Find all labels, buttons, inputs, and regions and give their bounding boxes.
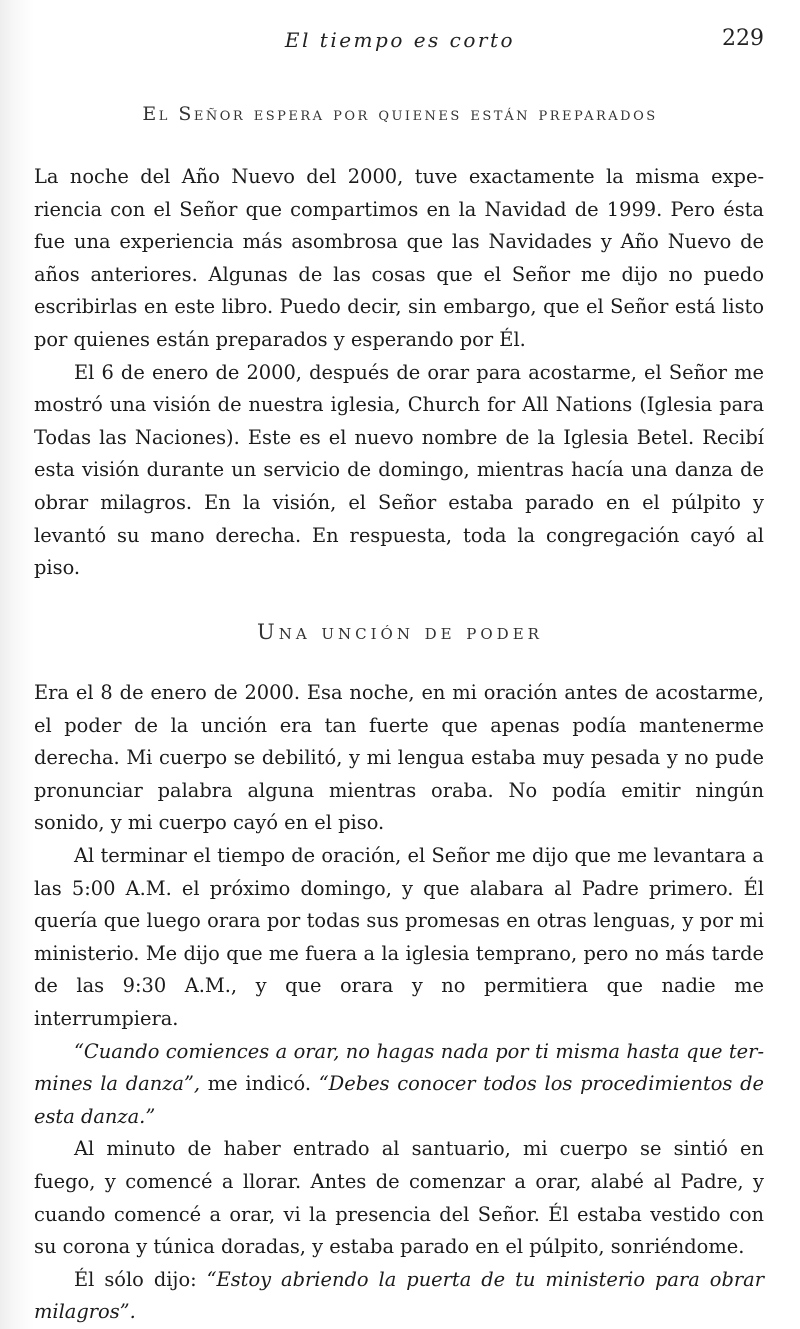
section-title-senor-espera: El Señor espera por quienes están preparados (142, 103, 658, 125)
attribution-text: me indicó. (200, 1072, 319, 1096)
quote-text: “Debes conocer todos los procedimientos de esta danza.” (34, 1072, 764, 1128)
quote-text: “Cuando comiences a orar, no hagas nada por ti misma hasta que termines la danza”, (34, 1039, 764, 1096)
paragraph: El 6 de enero de 2000, después de orar para acostarme, el Señor me mostró una visión de nuestra iglesia, Church for All Nations (Iglesia para Todas las Naciones). Este es el nuevo nombre de la Iglesia Betel. Recibí esta visión durante un servicio de domingo, mientras hacía una danza de obrar milagros. En la visión, el Señor estaba parado en el púlpito y levantó su mano derecha. En respuesta, toda la congregación cayó al piso. (34, 360, 764, 580)
page-number: 229 (722, 26, 764, 51)
paragraph: Al minuto de haber entrado al santuario, mi cuerpo se sintió en fuego, y comencé a llorar. Antes de comenzar a orar, alabé al Padre, y cuando comencé a orar, vi la presencia del Señor. Él estaba vestido con su corona y túnica doradas, y estaba parado en el púlpito, sonriéndome. (34, 1137, 764, 1259)
quote-text: “Estoy abriendo la puerta de tu ministerio para obrar milagros”. (34, 1267, 764, 1324)
paragraph: Era el 8 de enero de 2000. Esa noche, en mi oración antes de acostarme, el poder de la unción era tan fuerte que apenas podía mantenerme derecha. Mi cuerpo se debilitó, y mi lengua estaba muy pesada y no pude pronunciar palabra alguna mientras oraba. No podía emitir ningún sonido, y mi cuerpo cayó en el piso. (34, 681, 764, 835)
paragraph-quote (34, 1036, 764, 1134)
paragraph: Al terminar el tiempo de oración, el Señor me dijo que me levantara a las 5:00 A.M. el próximo domingo, y que alabara al Padre primero. Él quería que luego orara por todas sus promesas en otras lenguas, y por mi ministerio. Me dijo que me fuera a la iglesia temprano, pero no más tarde de las 9:30 A.M., y que orara y no permitiera que nadie me interrumpiera. (34, 843, 764, 1030)
paragraph: La noche del Año Nuevo del 2000, tuve exactamente la misma experiencia con el Señor que compartimos en la Navidad de 1999. Pero ésta fue una experiencia más asombrosa que las Navidades y Año Nuevo de años anteriores. Algunas de las cosas que el Señor me dijo no puedo escribirlas en este libro. Puedo decir, sin embargo, que el Señor está listo por quienes están preparados y esperando por Él. (34, 165, 764, 351)
paragraph-quote (34, 1264, 764, 1329)
running-head-title: El tiempo es corto (284, 28, 516, 52)
section-title-uncion-de-poder: Una unción de poder (257, 620, 543, 644)
section-body-uncion-de-poder (34, 677, 764, 1329)
section-body-senor-espera (34, 161, 764, 585)
lead-text: Él sólo dijo: (74, 1267, 207, 1291)
